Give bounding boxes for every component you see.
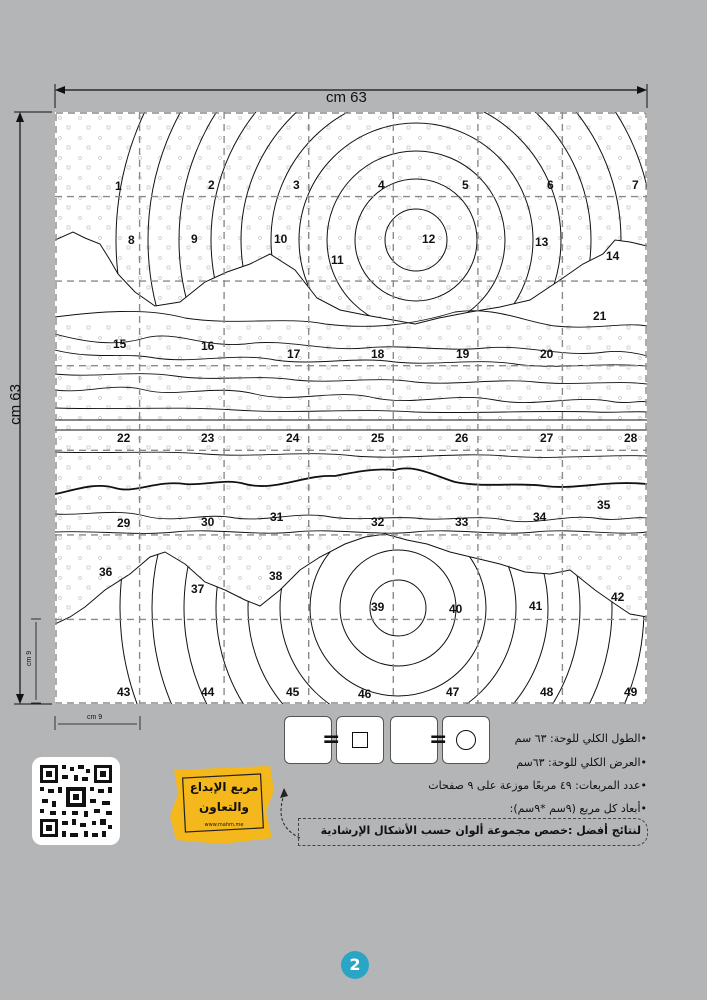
square-number: 26	[455, 431, 469, 445]
square-number: 30	[201, 515, 215, 529]
square-number: 43	[117, 685, 131, 699]
square-number: 39	[371, 600, 385, 614]
square-number: 41	[529, 599, 543, 613]
square-number: 28	[624, 431, 638, 445]
square-number: 3	[293, 178, 300, 192]
square-number: 24	[286, 431, 300, 445]
square-number: 44	[201, 685, 215, 699]
square-number: 10	[274, 232, 288, 246]
square-number: 14	[606, 249, 620, 263]
square-number: 18	[371, 347, 385, 361]
square-height-label: cm 9	[26, 650, 34, 667]
equals-sign-1: =	[322, 727, 341, 752]
square-number: 29	[117, 516, 131, 530]
square-number: 1	[115, 179, 122, 193]
logo-url: www.mahm.me	[204, 822, 244, 828]
square-number: 12	[422, 232, 436, 246]
square-number: 40	[449, 602, 463, 616]
logo-line2: والتعاون	[199, 800, 249, 814]
info-total-width: •العرض الكلي للوحة: ٦٣سم	[516, 756, 647, 769]
square-number: 25	[371, 431, 385, 445]
square-number: 36	[99, 565, 113, 579]
square-number: 32	[371, 515, 385, 529]
square-number: 8	[128, 233, 135, 247]
square-number: 42	[611, 590, 625, 604]
width-label: cm 63	[326, 89, 367, 106]
circle-shape-icon	[456, 730, 476, 750]
logo-line1: مربع الإبداع	[189, 780, 259, 794]
board-drawing	[55, 112, 647, 704]
qr-code-pattern	[32, 757, 120, 845]
square-number: 27	[540, 431, 554, 445]
square-number: 4	[378, 178, 385, 192]
square-number: 17	[287, 347, 301, 361]
height-label: cm 63	[6, 384, 24, 425]
square-shape-icon	[352, 732, 368, 748]
square-number: 48	[540, 685, 554, 699]
info-squares-count: •عدد المربعات: ٤٩ مربعًا موزعة على ٩ صفحات	[428, 779, 647, 792]
brand-logo	[162, 760, 282, 848]
square-number: 22	[117, 431, 131, 445]
square-number: 34	[533, 510, 547, 524]
square-number: 21	[593, 309, 607, 323]
square-number: 31	[270, 510, 284, 524]
square-number: 5	[462, 178, 469, 192]
coloring-board	[55, 112, 647, 704]
square-number: 49	[624, 685, 638, 699]
square-number: 9	[191, 232, 198, 246]
square-number: 2	[208, 178, 215, 192]
legend-circle-box	[442, 716, 490, 764]
square-number: 19	[456, 347, 470, 361]
square-number: 23	[201, 431, 215, 445]
square-number: 37	[191, 582, 205, 596]
square-number: 38	[269, 569, 283, 583]
page-number: 2	[341, 951, 369, 979]
equals-sign-2: =	[429, 727, 448, 752]
square-number: 7	[632, 178, 639, 192]
square-number: 46	[358, 687, 372, 701]
square-number: 11	[331, 253, 344, 267]
square-number: 45	[286, 685, 300, 699]
info-tip: لنتائج أفضل :خصص مجموعة ألوان حسب الأشكال الإرشادية	[320, 824, 641, 837]
square-number: 6	[547, 178, 554, 192]
square-number: 33	[455, 515, 469, 529]
square-number: 15	[113, 337, 127, 351]
square-number: 13	[535, 235, 549, 249]
info-square-size: •أبعاد كل مربع (٩سم *٩سم):	[509, 802, 647, 815]
info-total-length: •الطول الكلي للوحة: ٦٣ سم	[514, 732, 647, 745]
square-number: 47	[446, 685, 460, 699]
square-number: 16	[201, 339, 215, 353]
square-width-label: cm 9	[87, 714, 103, 721]
square-number: 35	[597, 498, 611, 512]
square-number: 20	[540, 347, 554, 361]
legend-square-box	[336, 716, 384, 764]
qr-code[interactable]	[32, 757, 120, 845]
